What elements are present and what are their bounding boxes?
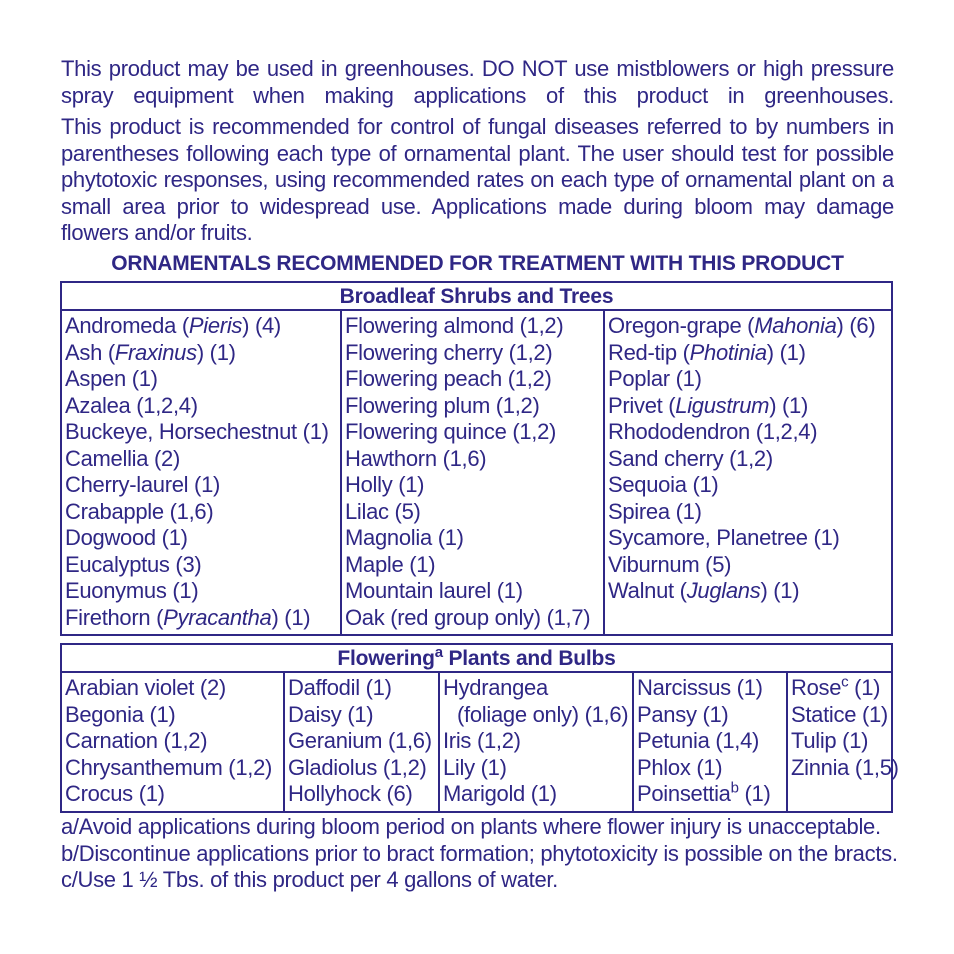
list-item xyxy=(345,446,604,473)
list-item: Hollyhock (6) xyxy=(288,781,413,806)
flowering-column-2 xyxy=(283,673,439,811)
item-pre: Azalea (1,2,4) xyxy=(65,392,198,418)
footnote-a: a/Avoid applications during bloom period on plants where flower injury is unacceptable. xyxy=(61,814,881,839)
item-pre: Pansy (1) xyxy=(637,701,729,727)
item-it: Fraxinus xyxy=(114,339,197,365)
list-item: Marigold (1) xyxy=(443,781,557,806)
list-item xyxy=(608,340,891,367)
list-item xyxy=(637,781,787,808)
item-post: ) (1) xyxy=(766,339,806,365)
list-item xyxy=(608,313,891,340)
flowering-column-1 xyxy=(62,673,285,811)
item-post: ) (6) xyxy=(836,313,876,338)
list-item xyxy=(608,578,891,605)
list-item xyxy=(608,499,891,526)
item-pre: Sand cherry (1,2) xyxy=(608,445,773,471)
item-pre: Magnolia (1) xyxy=(345,525,464,550)
flowering-column-4 xyxy=(632,673,787,811)
list-item xyxy=(791,728,891,755)
list-item: Geranium (1,6) xyxy=(288,728,432,753)
item-pre: Flowering peach (1,2) xyxy=(345,366,552,391)
list-item xyxy=(345,393,604,420)
item-pre: Hawthorn (1,6) xyxy=(345,445,487,471)
item-pre: Narcissus (1) xyxy=(637,675,763,700)
item-pre: Mountain laurel (1) xyxy=(345,578,523,603)
list-item xyxy=(637,728,787,755)
item-post: ) (1) xyxy=(760,578,800,603)
item-sup: b xyxy=(730,779,739,797)
item-post: ) (1) xyxy=(271,604,311,630)
item-pre: Petunia (1,4) xyxy=(637,728,760,753)
list-item xyxy=(791,754,899,782)
list-item xyxy=(791,675,891,702)
item-pre: Andromeda ( xyxy=(65,313,189,338)
item-pre: Crabapple (1,6) xyxy=(65,498,214,524)
list-item xyxy=(65,393,342,420)
list-item xyxy=(608,472,891,499)
list-item: Carnation (1,2) xyxy=(65,728,208,753)
list-item xyxy=(637,675,787,702)
list-item xyxy=(608,446,891,473)
item-pre: Oregon-grape ( xyxy=(608,313,755,338)
flowering-title-rest: Plants and Bulbs xyxy=(442,647,616,670)
list-item xyxy=(608,552,891,579)
list-item xyxy=(791,702,891,729)
item-pre: Privet ( xyxy=(608,392,676,418)
item-pre: Maple (1) xyxy=(345,551,436,577)
item-pre: Holly (1) xyxy=(345,472,425,497)
item-pre: Phlox (1) xyxy=(637,754,723,780)
item-it: Ligustrum xyxy=(675,392,770,418)
item-post: ) (1) xyxy=(196,339,236,365)
item-pre: Eucalyptus (3) xyxy=(65,551,202,577)
footnote-b: b/Discontinue applications prior to bract formation; phytotoxicity is possible on the bracts. xyxy=(61,840,898,866)
item-pre: Buckeye, Horsechestnut (1) xyxy=(65,419,329,444)
item-pre: Flowering plum (1,2) xyxy=(345,392,540,418)
item-post: (1) xyxy=(848,675,881,700)
item-pre: Flowering quince (1,2) xyxy=(345,419,557,444)
list-item xyxy=(608,419,891,446)
item-pre: Flowering cherry (1,2) xyxy=(345,339,553,365)
broadleaf-column-1 xyxy=(62,311,342,634)
flowering-column-5 xyxy=(786,673,899,811)
item-pre: Red-tip ( xyxy=(608,339,690,365)
list-item xyxy=(345,419,604,446)
flowering-title-sup: a xyxy=(434,644,443,661)
list-item xyxy=(345,366,604,393)
list-item xyxy=(345,340,604,367)
item-pre: Sycamore, Planetree (1) xyxy=(608,525,840,550)
list-item xyxy=(345,525,604,552)
item-pre: Spirea (1) xyxy=(608,498,702,524)
list-item xyxy=(637,755,787,782)
broadleaf-table xyxy=(60,281,893,636)
list-item xyxy=(608,393,891,420)
broadleaf-column-3 xyxy=(603,311,891,634)
list-item: Iris (1,2) xyxy=(443,728,521,753)
list-item xyxy=(345,499,604,526)
flowering-column-3 xyxy=(438,673,633,811)
flowering-title xyxy=(62,645,891,673)
item-pre: Statice (1) xyxy=(791,701,888,727)
list-item xyxy=(345,605,604,632)
list-item: Daffodil (1) xyxy=(288,675,392,700)
item-pre: Euonymus (1) xyxy=(65,578,199,603)
list-item: Chrysanthemum (1,2) xyxy=(65,754,273,780)
list-item xyxy=(65,578,342,605)
greenhouse-paragraph: This product may be used in greenhouses. DO NOT use mistblowers or high pressure spray equipment when making applications of this product in greenhouses. xyxy=(61,56,894,108)
list-item: Arabian violet (2) xyxy=(65,675,226,700)
list-item xyxy=(608,366,891,393)
list-item: Begonia (1) xyxy=(65,701,176,727)
item-pre: Lilac (5) xyxy=(345,498,421,524)
item-pre: Camellia (2) xyxy=(65,445,180,471)
item-it: Pieris xyxy=(188,313,243,338)
footnote-c: c/Use 1 ½ Tbs. of this product per 4 gallons of water. xyxy=(61,867,558,892)
item-it: Photinia xyxy=(689,339,767,365)
flowering-title-word: Flowering xyxy=(337,647,435,670)
list-item xyxy=(65,472,342,499)
list-item xyxy=(65,605,342,632)
flowering-table xyxy=(60,643,899,813)
list-item: (foliage only) (1,6) xyxy=(457,701,629,727)
item-it: Mahonia xyxy=(754,313,837,338)
list-item xyxy=(637,702,787,729)
item-pre: Walnut ( xyxy=(608,578,687,603)
item-pre: Poinsettia xyxy=(637,781,731,806)
item-pre: Aspen (1) xyxy=(65,366,158,391)
item-it: Pyracantha xyxy=(163,604,272,630)
item-pre: Rhododendron (1,2,4) xyxy=(608,419,818,444)
item-pre: Sequoia (1) xyxy=(608,472,719,497)
list-item xyxy=(65,446,342,473)
footnotes xyxy=(61,814,898,894)
list-item xyxy=(345,578,604,605)
recommendation-paragraph: This product is recommended for control of fungal diseases referred to by numbers in parentheses following each type of ornamental plant. The user should test for possible phytotoxic responses, using recommended rates on each type of ornamental plant on a small area prior to widespread use. Applications made during bloom may damage flowers and/or fruits. xyxy=(61,114,894,245)
item-post: ) (1) xyxy=(769,392,809,418)
list-item: Lily (1) xyxy=(443,754,507,780)
item-pre: Flowering almond (1,2) xyxy=(345,313,564,338)
item-pre: Ash ( xyxy=(65,339,115,365)
list-item: Daisy (1) xyxy=(288,701,374,727)
list-item: Hydrangea xyxy=(443,675,548,700)
list-item xyxy=(65,552,342,579)
list-item xyxy=(65,340,342,367)
broadleaf-column-2 xyxy=(340,311,604,634)
list-item xyxy=(65,366,342,393)
item-post: (1) xyxy=(738,781,771,806)
list-item xyxy=(65,313,342,340)
item-post: ) (4) xyxy=(242,313,281,338)
list-item xyxy=(65,499,342,526)
ornamentals-heading: ORNAMENTALS RECOMMENDED FOR TREATMENT WITH THIS PRODUCT xyxy=(111,252,844,275)
item-pre: Oak (red group only) (1,7) xyxy=(345,604,591,630)
list-item xyxy=(65,419,342,446)
list-item xyxy=(345,313,604,340)
list-item: Gladiolus (1,2) xyxy=(288,754,427,780)
list-item xyxy=(608,525,891,552)
list-item xyxy=(345,472,604,499)
list-item xyxy=(345,552,604,579)
item-pre: Viburnum (5) xyxy=(608,551,732,577)
broadleaf-title: Broadleaf Shrubs and Trees xyxy=(62,283,891,311)
item-pre: Zinnia (1,5) xyxy=(791,754,899,780)
item-pre: Firethorn ( xyxy=(65,604,164,630)
item-it: Juglans xyxy=(686,578,761,603)
item-pre: Dogwood (1) xyxy=(65,525,188,550)
item-pre: Cherry-laurel (1) xyxy=(65,472,221,497)
list-item xyxy=(65,525,342,552)
item-pre: Poplar (1) xyxy=(608,366,702,391)
item-sup: c xyxy=(841,673,849,691)
list-item: Crocus (1) xyxy=(65,781,165,806)
item-pre: Tulip (1) xyxy=(791,728,869,753)
item-pre: Rose xyxy=(791,675,842,700)
